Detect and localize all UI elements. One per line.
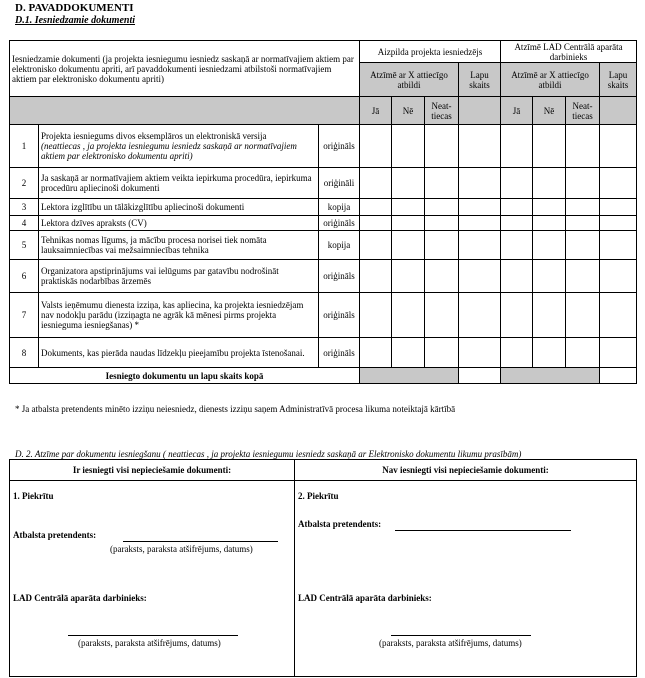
lad-yes-cell[interactable] [501, 199, 533, 216]
doc-column-header: Iesniedzamie dokumenti (ja projekta iesniegumu iesniedz saskaņā ar normatīvajiem aktiem par elektronisko dokumentu apriti, arī pavaddokumenti iesniedzami atbilstoši normatīvajiem aktiem par elektronisko dokumentu apriti) [10, 41, 360, 97]
lad-pages-cell[interactable] [600, 168, 637, 199]
lad-yes-cell[interactable] [501, 216, 533, 231]
applicant-yes-cell[interactable] [360, 260, 392, 293]
total-label: Iesniegto dokumentu un lapu skaits kopā [10, 368, 360, 384]
lad-na-cell[interactable] [566, 260, 600, 293]
applicant-na-cell[interactable] [425, 125, 459, 168]
row-document: Lektora dzīves apraksts (CV) [39, 216, 319, 231]
applicant-pages-cell[interactable] [459, 338, 501, 368]
right-lad-caption: (paraksts, paraksta atšifrējums, datums) [379, 638, 522, 648]
applicant-yes-cell[interactable] [360, 199, 392, 216]
applicant-pages-cell[interactable] [459, 293, 501, 338]
left-lad-caption: (paraksts, paraksta atšifrējums, datums) [78, 638, 221, 648]
applicant-pages-cell[interactable] [459, 168, 501, 199]
lad-total-shaded [501, 368, 600, 384]
lad-yes-cell[interactable] [501, 338, 533, 368]
applicant-total-shaded [360, 368, 459, 384]
lad-na-cell[interactable] [566, 199, 600, 216]
lad-no-cell[interactable] [533, 260, 566, 293]
applicant-yes-header: Jā [360, 97, 392, 125]
row-number: 6 [10, 260, 39, 293]
left-applicant-caption: (paraksts, paraksta atšifrējums, datums) [110, 544, 253, 554]
row-type: kopija [319, 231, 360, 260]
lad-no-cell[interactable] [533, 168, 566, 199]
row-document [39, 125, 319, 168]
lad-na-header: Neat-tiecas [566, 97, 600, 125]
lad-na-cell[interactable] [566, 338, 600, 368]
lad-pages-cell[interactable] [600, 231, 637, 260]
lad-no-cell[interactable] [533, 338, 566, 368]
applicant-na-cell[interactable] [425, 338, 459, 368]
table-row [10, 199, 637, 216]
lad-no-cell[interactable] [533, 199, 566, 216]
applicant-pages-cell[interactable] [459, 199, 501, 216]
applicant-na-cell[interactable] [425, 216, 459, 231]
applicant-no-cell[interactable] [392, 293, 425, 338]
lad-no-cell[interactable] [533, 125, 566, 168]
right-agree-label: 2. Piekrītu [298, 491, 339, 501]
applicant-pages-cell[interactable] [459, 260, 501, 293]
applicant-no-header: Nē [392, 97, 425, 125]
applicant-na-cell[interactable] [425, 168, 459, 199]
lad-yes-cell[interactable] [501, 125, 533, 168]
lad-no-cell[interactable] [533, 293, 566, 338]
table-row [10, 231, 637, 260]
applicant-yes-cell[interactable] [360, 125, 392, 168]
lad-no-header: Nē [533, 97, 566, 125]
applicant-total-pages-cell[interactable] [459, 368, 501, 384]
row-type: oriģināls [319, 260, 360, 293]
lad-pages-cell[interactable] [600, 260, 637, 293]
applicant-group-header: Aizpilda projekta iesniedzējs [360, 41, 501, 63]
applicant-no-cell[interactable] [392, 260, 425, 293]
right-applicant-label: Atbalsta pretendents: [298, 519, 382, 529]
applicant-no-cell[interactable] [392, 231, 425, 260]
documents-table [9, 40, 637, 384]
lad-total-pages-cell[interactable] [600, 368, 637, 384]
lad-na-cell[interactable] [566, 125, 600, 168]
left-agree-label: 1. Piekrītu [13, 491, 54, 501]
row-type: oriģināls [319, 338, 360, 368]
lad-yes-cell[interactable] [501, 231, 533, 260]
applicant-pages-cell[interactable] [459, 125, 501, 168]
applicant-yes-cell[interactable] [360, 168, 392, 199]
row-number: 7 [10, 293, 39, 338]
left-applicant-signature-line[interactable] [123, 541, 278, 542]
row-number: 1 [10, 125, 39, 168]
left-applicant-label: Atbalsta pretendents: [13, 530, 97, 540]
applicant-no-cell[interactable] [392, 168, 425, 199]
row-type: kopija [319, 199, 360, 216]
submission-table [9, 459, 637, 677]
row-document-text: Projekta iesniegums divos eksemplāros un elektroniskā versija [41, 131, 267, 141]
section-d2-title: D. 2. Atzīme par dokumentu iesniegšanu ( neattiecas , ja projekta iesniegumu iesniedz saskaņā ar Elektronisko dokumentu likumu prasībām) [15, 449, 522, 459]
table-row [10, 293, 637, 338]
section-d1-subtitle: D.1. Iesniedzamie dokumenti [15, 15, 136, 26]
applicant-pages-cell[interactable] [459, 231, 501, 260]
lad-mark-header: Atzīmē ar X attiecīgo atbildi [501, 63, 600, 97]
applicant-na-cell[interactable] [425, 293, 459, 338]
right-lad-signature-line[interactable] [391, 635, 531, 636]
section-d-title: D. PAVADDOKUMENTI [15, 2, 134, 14]
applicant-na-cell[interactable] [425, 231, 459, 260]
row-number: 8 [10, 338, 39, 368]
table-row [10, 260, 637, 293]
lad-pages-header: Lapu skaits [600, 63, 637, 97]
lad-yes-header: Jā [501, 97, 533, 125]
lad-pages-cell[interactable] [600, 293, 637, 338]
right-header: Nav iesniegti visi nepieciešamie dokumenti: [295, 460, 637, 481]
row-type: oriģināls [319, 216, 360, 231]
row-document: Lektora izglītību un tālākizglītību apliecinoši dokumenti [39, 199, 319, 216]
lad-no-cell[interactable] [533, 216, 566, 231]
row-number: 2 [10, 168, 39, 199]
row-document: Organizatora apstiprinājums vai ielūgums par gatavību nodrošināt praktiskās nodarbības ārzemēs [39, 260, 319, 293]
left-header: Ir iesniegti visi nepieciešamie dokumenti: [10, 460, 295, 481]
applicant-yes-cell[interactable] [360, 231, 392, 260]
applicant-mark-header: Atzīmē ar X attiecīgo atbildi [360, 63, 459, 97]
applicant-no-cell[interactable] [392, 216, 425, 231]
applicant-no-cell[interactable] [392, 338, 425, 368]
applicant-pages-cell[interactable] [459, 216, 501, 231]
table-row [10, 216, 637, 231]
lad-na-cell[interactable] [566, 293, 600, 338]
applicant-na-cell[interactable] [425, 260, 459, 293]
applicant-yes-cell[interactable] [360, 216, 392, 231]
applicant-yes-cell[interactable] [360, 293, 392, 338]
left-lad-signature-line[interactable] [68, 635, 238, 636]
table-row [10, 125, 637, 168]
footnote: * Ja atbalsta pretendents minēto izziņu neiesniedz, dienests izziņu saņem Administratīvā procesa likuma noteiktajā kārtībā [15, 404, 456, 414]
left-lad-label: LAD Centrālā aparāta darbinieks: [13, 593, 147, 603]
lad-pages-cell[interactable] [600, 216, 637, 231]
lad-pages-cell[interactable] [600, 199, 637, 216]
row-document-note: (neattiecas , ja projekta iesniegumu iesniedz saskaņā ar normatīvajiem aktiem par elektronisko dokumentu apriti) [41, 141, 297, 161]
lad-na-cell[interactable] [566, 168, 600, 199]
lad-na-cell[interactable] [566, 231, 600, 260]
right-signature-box [295, 481, 637, 677]
table-row [10, 168, 637, 199]
applicant-na-cell[interactable] [425, 199, 459, 216]
lad-pages-cell[interactable] [600, 125, 637, 168]
row-document: Ja saskaņā ar normatīvajiem aktiem veikta iepirkuma procedūra, iepirkuma procedūru apliecinoši dokumenti [39, 168, 319, 199]
lad-na-cell[interactable] [566, 216, 600, 231]
right-applicant-signature-line[interactable] [395, 530, 571, 531]
row-type: oriģināls [319, 293, 360, 338]
applicant-pages-spacer [459, 97, 501, 125]
lad-pages-spacer [600, 97, 637, 125]
row-number: 3 [10, 199, 39, 216]
lad-no-cell[interactable] [533, 231, 566, 260]
right-lad-label: LAD Centrālā aparāta darbinieks: [298, 593, 432, 603]
lad-pages-cell[interactable] [600, 338, 637, 368]
applicant-yes-cell[interactable] [360, 338, 392, 368]
lad-yes-cell[interactable] [501, 168, 533, 199]
row-document: Dokuments, kas pierāda naudas līdzekļu pieejamību projekta īstenošanai. [39, 338, 319, 368]
table-row [10, 338, 637, 368]
lad-yes-cell[interactable] [501, 293, 533, 338]
left-signature-box [10, 481, 295, 677]
total-row [10, 368, 637, 384]
row-number: 4 [10, 216, 39, 231]
lad-group-header: Atzīmē LAD Centrālā aparāta darbinieks [501, 41, 637, 63]
doc-header-spacer [10, 97, 360, 125]
row-type: oriģināli [319, 168, 360, 199]
row-document: Valsts ieņēmumu dienesta izziņa, kas apliecina, ka projekta iesniedzējam nav nodokļu parādu (izziņagta ne agrāk kā mēnesi pirms projekta iesnieguma iesniegšanas) * [39, 293, 319, 338]
row-document: Tehnikas nomas līgums, ja mācību procesa norisei tiek nomāta lauksaimniecības vai mežsaimniecības tehnika [39, 231, 319, 260]
row-type: oriģināls [319, 125, 360, 168]
row-number: 5 [10, 231, 39, 260]
applicant-no-cell[interactable] [392, 125, 425, 168]
applicant-no-cell[interactable] [392, 199, 425, 216]
lad-yes-cell[interactable] [501, 260, 533, 293]
applicant-pages-header: Lapu skaits [459, 63, 501, 97]
applicant-na-header: Neat-tiecas [425, 97, 459, 125]
